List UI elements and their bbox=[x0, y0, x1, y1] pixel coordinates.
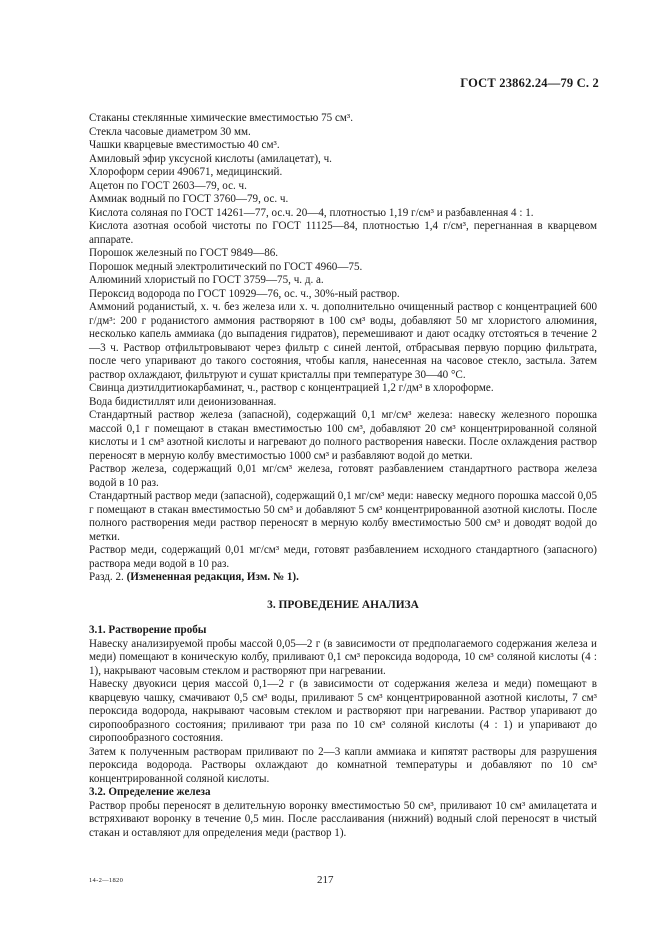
subsection-3-2-title: 3.2. Определение железа bbox=[89, 786, 211, 798]
paragraph: Навеску анализируемой пробы массой 0,05—2 г (в зависимости от предполагаемого содержания железа и меди) помещают в коническую колбу, приливают 0,1 см³ пероксида водорода, 10 см³ соляной кислоты (4 : 1), накрывают часовым стеклом и растворяют при нагревании. bbox=[89, 637, 597, 677]
reagent-paragraph: Стандартный раствор меди (запасной), содержащий 0,1 мг/см³ меди: навеску медного порошка массой 0,05 г помещают в стакан вместимостью 50 см³ и добавляют 5 см³ концентрированной азотной кислоты. После полного растворения меди раствор переносят в мерную колбу вместимостью 500 см³ и доводят водой до метки. bbox=[89, 490, 598, 543]
subsection-3-1-title: 3.1. Растворение пробы bbox=[89, 624, 207, 636]
material-item: Ацетон по ГОСТ 2603—79, ос. ч. bbox=[89, 179, 247, 192]
material-item: Стаканы стеклянные химические вместимостью 75 см³. bbox=[89, 112, 354, 124]
page-content bbox=[89, 112, 597, 840]
material-item: Порошок железный по ГОСТ 9849—86. bbox=[89, 247, 279, 259]
reagent-paragraph: Раствор железа, содержащий 0,01 мг/см³ железа, готовят разбавлением стандартного раствора железа водой в 10 раз. bbox=[89, 463, 597, 489]
reagent-paragraph: Свинца диэтилдитиокарбаминат, ч., раствор с концентрацией 1,2 г/дм³ в хлороформе. bbox=[89, 382, 494, 394]
materials-list bbox=[89, 112, 597, 301]
revision-note bbox=[89, 571, 597, 585]
material-item: Стекла часовые диаметром 30 мм. bbox=[89, 125, 251, 138]
material-item: Кислота азотная особой чистоты по ГОСТ 11125—84, плотностью 1,4 г/см³, перегнанная в кварцевом аппарате. bbox=[89, 220, 597, 246]
material-item: Порошок медный электролитический по ГОСТ 4960—75. bbox=[89, 260, 363, 273]
material-item: Чашки кварцевые вместимостью 40 см³. bbox=[89, 139, 280, 151]
reagent-paragraph: Аммоний роданистый, х. ч. без железа или х. ч. дополнительно очищенный раствор с концентрацией 600 г/дм³: 200 г роданистого аммония растворяют в 100 см³ воды, добавляют 50 мг хлористого алюминия, несколько капель аммиака (до выпадения гидратов), перемешивают и дают осадку отстояться в течение 2—3 ч. Раствор отфильтровывают через фильтр с синей лентой, отбрасывая первую порцию фильтрата, после чего упаривают до такого состояния, чтобы капля, нанесенная на часовое стекло, застыла. Затем раствор охлаждают, фильтруют и сушат кристаллы при температуре 30—40 °С. bbox=[89, 301, 597, 381]
reagent-paragraph: Вода бидистиллят или деионизованная. bbox=[89, 395, 277, 408]
material-item: Кислота соляная по ГОСТ 14261—77, ос.ч. 20—4, плотностью 1,19 г/см³ и разбавленная 4 : 1. bbox=[89, 206, 534, 219]
subsection-3-2-body bbox=[89, 800, 597, 841]
material-item: Хлороформ серии 490671, медицинский. bbox=[89, 166, 283, 178]
material-item: Пероксид водорода по ГОСТ 10929—76, ос. ч., 30%-ный раствор. bbox=[89, 287, 400, 300]
revision-bold: (Измененная редакция, Изм. № 1). bbox=[126, 571, 299, 583]
paragraph: Навеску двуокиси церия массой 0,1—2 г (в зависимости от содержания железа и меди) помещают в кварцевую чашку, смачивают 0,5 см³ воды, приливают 5 см³ концентрированной азотной кислоты, 7 см³ пероксида водорода, накрывают часовым стеклом и растворяют при нагревании. Раствор упаривают до сиропообразного состояния; приливают три раза по 10 см³ соляной кислоты (4 : 1) и упаривают до сиропообразного состояния. bbox=[89, 678, 597, 744]
reagent-paragraphs bbox=[89, 301, 597, 571]
material-item: Алюминий хлористый по ГОСТ 3759—75, ч. д. а. bbox=[89, 274, 324, 286]
paragraph: Раствор пробы переносят в делительную воронку вместимостью 50 см³, приливают 10 см³ амилацетата и встряхивают воронку в течение 0,5 мин. После расслаивания (нижний) водный слой переносят в чистый стакан и оставляют для определения меди (раствор 1). bbox=[89, 799, 597, 839]
document-header: ГОСТ 23862.24—79 С. 2 bbox=[460, 76, 599, 90]
material-item: Амиловый эфир уксусной кислоты (амилацетат), ч. bbox=[89, 152, 332, 165]
paragraph: Затем к полученным растворам приливают по 2—3 капли аммиака и кипятят растворы для разрушения пероксида водорода. Растворы охлаждают до комнатной температуры и добавляют по 10 см³ концентрированной соляной кислоты. bbox=[89, 745, 597, 785]
reagent-paragraph: Стандартный раствор железа (запасной), содержащий 0,1 мг/см³ железа: навеску железного порошка массой 0,1 г помещают в стакан вместимостью 100 см³, добавляют 20 см³ концентрированной соляной кислоты и 1 см³ азотной кислоты и нагревают до полного растворения навески. После охлаждения раствор переносят в мерную колбу вместимостью 1000 см³ и разбавляют водой до метки. bbox=[89, 409, 597, 462]
section-3-title: 3. ПРОВЕДЕНИЕ АНАЛИЗА bbox=[267, 598, 419, 611]
reagent-paragraph: Раствор меди, содержащий 0,01 мг/см³ меди, готовят разбавлением исходного стандартного (запасного) раствора меди водой в 10 раз. bbox=[89, 544, 597, 570]
page-number: 217 bbox=[317, 874, 334, 886]
subsection-3-1-body bbox=[89, 638, 597, 787]
material-item: Аммиак водный по ГОСТ 3760—79, ос. ч. bbox=[89, 193, 289, 205]
print-code: 14-2—1820 bbox=[89, 877, 124, 884]
revision-prefix: Разд. 2. bbox=[89, 571, 127, 583]
